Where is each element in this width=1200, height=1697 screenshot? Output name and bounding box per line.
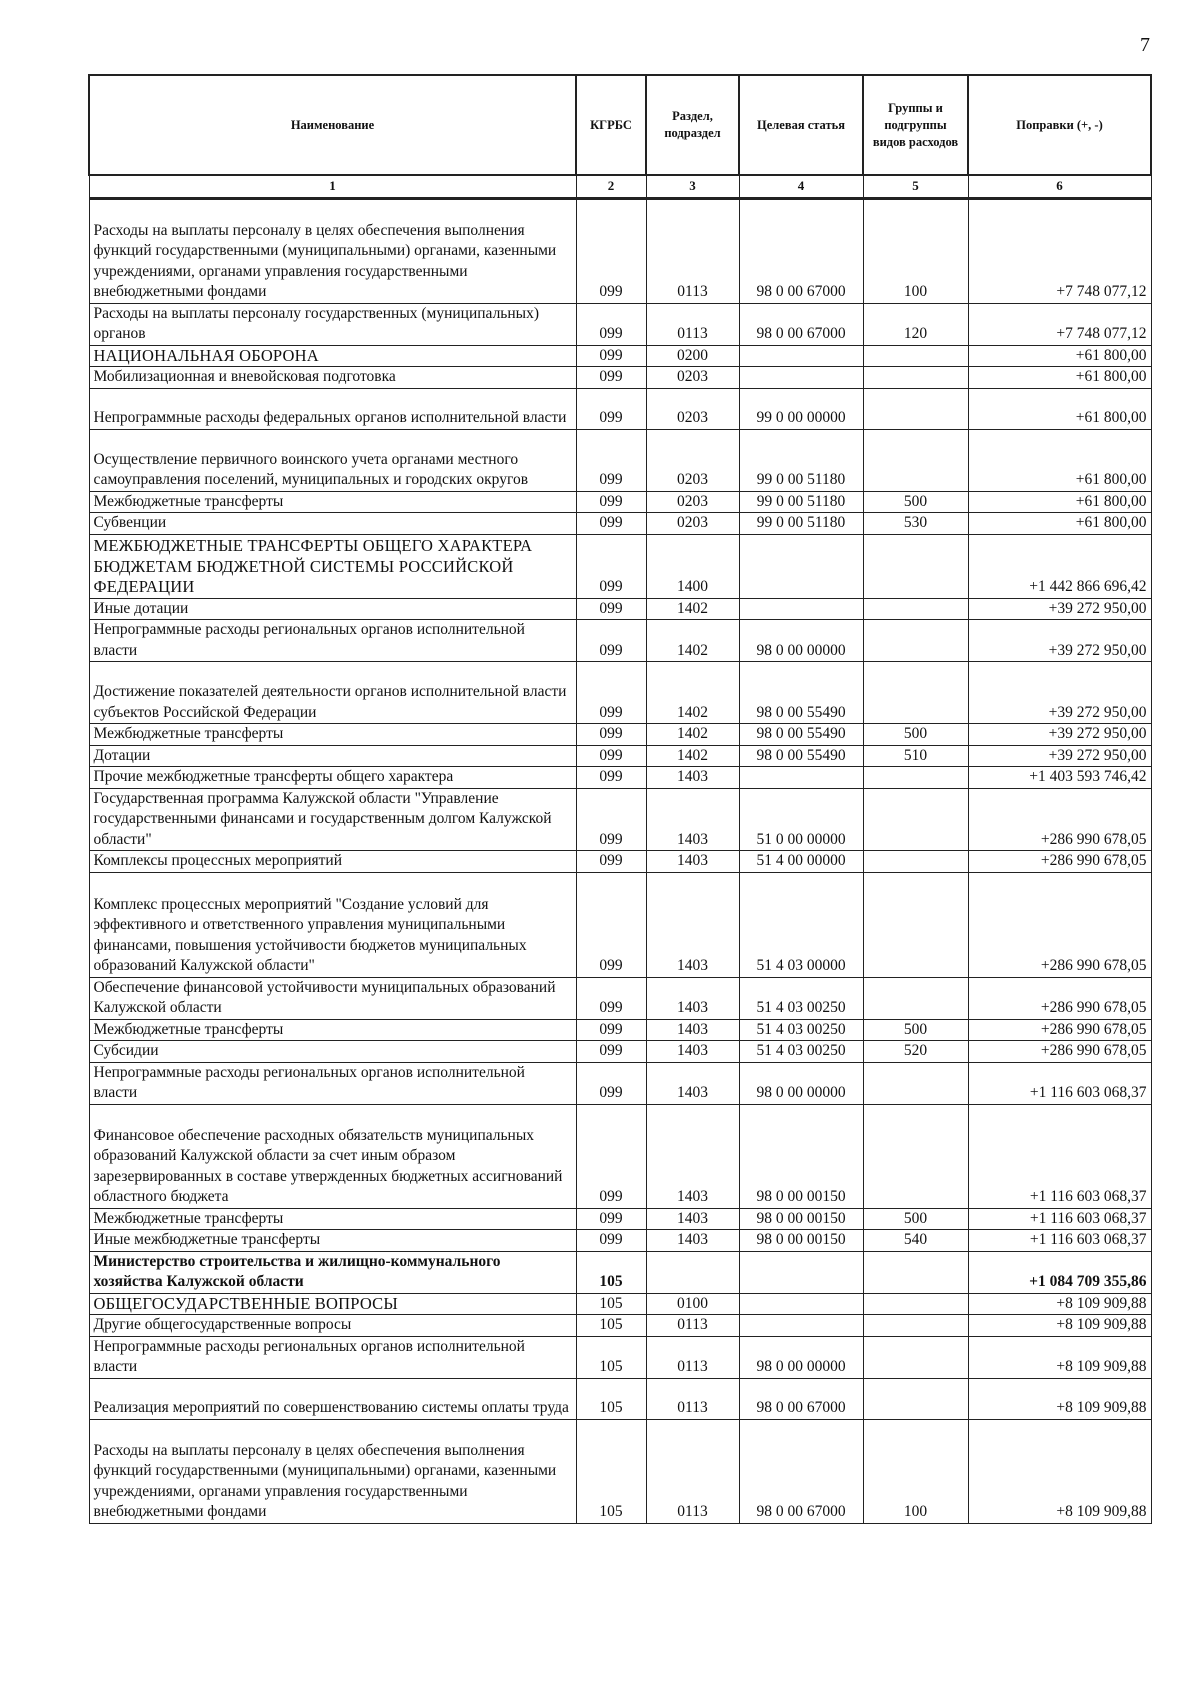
row-amount: +39 272 950,00 bbox=[968, 620, 1151, 662]
table-row bbox=[89, 788, 1151, 851]
row-amount: +61 800,00 bbox=[968, 513, 1151, 535]
row-celevaya: 98 0 00 00150 bbox=[739, 1230, 863, 1252]
table-row bbox=[89, 1336, 1151, 1378]
table-row bbox=[89, 534, 1151, 598]
table-row bbox=[89, 598, 1151, 620]
row-gruppa: 530 bbox=[863, 513, 968, 535]
row-celevaya: 98 0 00 00150 bbox=[739, 1104, 863, 1208]
row-gruppa: 500 bbox=[863, 1019, 968, 1041]
row-gruppa bbox=[863, 1251, 968, 1293]
row-kgrbs: 099 bbox=[576, 977, 646, 1019]
table-row bbox=[89, 662, 1151, 724]
row-name: Межбюджетные трансферты bbox=[89, 1208, 576, 1230]
row-amount: +61 800,00 bbox=[968, 388, 1151, 429]
row-kgrbs: 105 bbox=[576, 1336, 646, 1378]
row-kgrbs: 099 bbox=[576, 1041, 646, 1063]
row-name: Государственная программа Калужской области "Управление государственными финансами и государственным долгом Калужской области" bbox=[89, 788, 576, 851]
table-row bbox=[89, 1041, 1151, 1063]
row-celevaya bbox=[739, 767, 863, 789]
row-kgrbs: 099 bbox=[576, 388, 646, 429]
row-gruppa bbox=[863, 872, 968, 977]
row-razdel: 1402 bbox=[646, 662, 739, 724]
row-celevaya: 98 0 00 00000 bbox=[739, 1336, 863, 1378]
row-name: Реализация мероприятий по совершенствованию системы оплаты труда bbox=[89, 1378, 576, 1419]
row-razdel: 1403 bbox=[646, 1019, 739, 1041]
row-amount: +1 442 866 696,42 bbox=[968, 534, 1151, 598]
row-name: Комплекс процессных мероприятий "Создание условий для эффективного и ответственного управления муниципальными финансами, повышения устойчивости бюджетов муниципальных образований Калужской области" bbox=[89, 872, 576, 977]
row-amount: +8 109 909,88 bbox=[968, 1378, 1151, 1419]
row-name: НАЦИОНАЛЬНАЯ ОБОРОНА bbox=[89, 345, 576, 367]
row-gruppa bbox=[863, 1336, 968, 1378]
row-kgrbs: 105 bbox=[576, 1419, 646, 1523]
table-row bbox=[89, 1419, 1151, 1523]
row-amount: +39 272 950,00 bbox=[968, 662, 1151, 724]
row-celevaya: 99 0 00 51180 bbox=[739, 513, 863, 535]
row-name: Дотации bbox=[89, 745, 576, 767]
row-amount: +61 800,00 bbox=[968, 367, 1151, 389]
table-row bbox=[89, 1019, 1151, 1041]
row-amount: +286 990 678,05 bbox=[968, 788, 1151, 851]
row-gruppa bbox=[863, 977, 968, 1019]
row-celevaya: 51 4 03 00250 bbox=[739, 977, 863, 1019]
row-kgrbs: 105 bbox=[576, 1315, 646, 1337]
row-kgrbs: 105 bbox=[576, 1293, 646, 1315]
row-name: Осуществление первичного воинского учета органами местного самоуправления поселений, муниципальных и городских округов bbox=[89, 429, 576, 491]
row-razdel: 1403 bbox=[646, 788, 739, 851]
row-amount: +7 748 077,12 bbox=[968, 198, 1151, 303]
row-razdel: 1402 bbox=[646, 620, 739, 662]
row-name: Иные межбюджетные трансферты bbox=[89, 1230, 576, 1252]
row-razdel: 0113 bbox=[646, 1315, 739, 1337]
row-kgrbs: 099 bbox=[576, 1230, 646, 1252]
row-celevaya: 99 0 00 51180 bbox=[739, 429, 863, 491]
row-razdel: 1403 bbox=[646, 1104, 739, 1208]
row-kgrbs: 099 bbox=[576, 534, 646, 598]
row-razdel: 0113 bbox=[646, 198, 739, 303]
table-row bbox=[89, 724, 1151, 746]
row-gruppa: 120 bbox=[863, 303, 968, 345]
row-razdel: 0113 bbox=[646, 303, 739, 345]
row-name: Непрограммные расходы региональных органов исполнительной власти bbox=[89, 1336, 576, 1378]
row-name: Субсидии bbox=[89, 1041, 576, 1063]
row-amount: +286 990 678,05 bbox=[968, 872, 1151, 977]
row-amount: +286 990 678,05 bbox=[968, 851, 1151, 873]
row-kgrbs: 099 bbox=[576, 1062, 646, 1104]
row-razdel: 0203 bbox=[646, 367, 739, 389]
row-razdel: 1403 bbox=[646, 851, 739, 873]
row-name: Прочие межбюджетные трансферты общего характера bbox=[89, 767, 576, 789]
row-gruppa: 510 bbox=[863, 745, 968, 767]
row-amount: +1 116 603 068,37 bbox=[968, 1208, 1151, 1230]
row-gruppa bbox=[863, 767, 968, 789]
row-kgrbs: 099 bbox=[576, 767, 646, 789]
row-kgrbs: 099 bbox=[576, 491, 646, 513]
row-celevaya: 51 4 03 00250 bbox=[739, 1019, 863, 1041]
table-row bbox=[89, 491, 1151, 513]
row-kgrbs: 099 bbox=[576, 788, 646, 851]
column-number: 2 bbox=[576, 175, 646, 198]
row-amount: +1 403 593 746,42 bbox=[968, 767, 1151, 789]
row-kgrbs: 099 bbox=[576, 345, 646, 367]
row-gruppa bbox=[863, 429, 968, 491]
row-name: Расходы на выплаты персоналу в целях обеспечения выполнения функций государственными (муниципальными) органами, казенными учреждениями, органами управления государственными внебюджетными фондами bbox=[89, 198, 576, 303]
row-gruppa bbox=[863, 788, 968, 851]
row-name: Непрограммные расходы региональных органов исполнительной власти bbox=[89, 620, 576, 662]
column-number: 3 bbox=[646, 175, 739, 198]
row-amount: +7 748 077,12 bbox=[968, 303, 1151, 345]
row-kgrbs: 099 bbox=[576, 745, 646, 767]
row-name: Межбюджетные трансферты bbox=[89, 491, 576, 513]
row-kgrbs: 099 bbox=[576, 1208, 646, 1230]
row-gruppa: 100 bbox=[863, 1419, 968, 1523]
row-gruppa: 100 bbox=[863, 198, 968, 303]
row-amount: +286 990 678,05 bbox=[968, 977, 1151, 1019]
row-razdel: 1403 bbox=[646, 1041, 739, 1063]
row-gruppa bbox=[863, 851, 968, 873]
row-celevaya bbox=[739, 345, 863, 367]
column-number: 6 bbox=[968, 175, 1151, 198]
row-gruppa bbox=[863, 1104, 968, 1208]
row-celevaya: 51 4 03 00250 bbox=[739, 1041, 863, 1063]
row-amount: +61 800,00 bbox=[968, 429, 1151, 491]
table-row bbox=[89, 1208, 1151, 1230]
row-celevaya: 99 0 00 51180 bbox=[739, 491, 863, 513]
column-number: 1 bbox=[89, 175, 576, 198]
row-celevaya: 51 4 00 00000 bbox=[739, 851, 863, 873]
header-razdel: Раздел, подраздел bbox=[646, 75, 739, 175]
row-razdel: 1403 bbox=[646, 1230, 739, 1252]
row-amount: +39 272 950,00 bbox=[968, 724, 1151, 746]
table-row bbox=[89, 851, 1151, 873]
row-kgrbs: 099 bbox=[576, 724, 646, 746]
header-popravki: Поправки (+, -) bbox=[968, 75, 1151, 175]
row-kgrbs: 099 bbox=[576, 429, 646, 491]
row-gruppa bbox=[863, 598, 968, 620]
row-name: Мобилизационная и вневойсковая подготовка bbox=[89, 367, 576, 389]
table-row bbox=[89, 977, 1151, 1019]
row-amount: +8 109 909,88 bbox=[968, 1336, 1151, 1378]
row-name: Иные дотации bbox=[89, 598, 576, 620]
page-number: 7 bbox=[1140, 34, 1150, 56]
row-kgrbs: 099 bbox=[576, 198, 646, 303]
row-name: ОБЩЕГОСУДАРСТВЕННЫЕ ВОПРОСЫ bbox=[89, 1293, 576, 1315]
table-row bbox=[89, 620, 1151, 662]
row-gruppa: 500 bbox=[863, 724, 968, 746]
row-razdel: 1403 bbox=[646, 872, 739, 977]
row-celevaya: 98 0 00 00000 bbox=[739, 620, 863, 662]
row-name: Межбюджетные трансферты bbox=[89, 1019, 576, 1041]
row-celevaya bbox=[739, 1251, 863, 1293]
table-row bbox=[89, 1251, 1151, 1293]
row-name: Межбюджетные трансферты bbox=[89, 724, 576, 746]
row-kgrbs: 099 bbox=[576, 367, 646, 389]
row-razdel: 1403 bbox=[646, 977, 739, 1019]
table-row bbox=[89, 1230, 1151, 1252]
row-amount: +1 116 603 068,37 bbox=[968, 1104, 1151, 1208]
row-razdel: 0113 bbox=[646, 1419, 739, 1523]
row-kgrbs: 099 bbox=[576, 1019, 646, 1041]
row-kgrbs: 099 bbox=[576, 620, 646, 662]
row-gruppa bbox=[863, 1378, 968, 1419]
table-row bbox=[89, 429, 1151, 491]
row-celevaya: 99 0 00 00000 bbox=[739, 388, 863, 429]
row-razdel: 0203 bbox=[646, 429, 739, 491]
row-celevaya: 51 0 00 00000 bbox=[739, 788, 863, 851]
header-celevaya: Целевая статья bbox=[739, 75, 863, 175]
row-celevaya bbox=[739, 1315, 863, 1337]
row-celevaya bbox=[739, 598, 863, 620]
row-kgrbs: 099 bbox=[576, 598, 646, 620]
row-razdel: 1403 bbox=[646, 1208, 739, 1230]
row-kgrbs: 105 bbox=[576, 1378, 646, 1419]
row-celevaya: 98 0 00 55490 bbox=[739, 745, 863, 767]
row-celevaya: 98 0 00 00150 bbox=[739, 1208, 863, 1230]
table-row bbox=[89, 1378, 1151, 1419]
row-celevaya: 98 0 00 67000 bbox=[739, 1419, 863, 1523]
row-kgrbs: 105 bbox=[576, 1251, 646, 1293]
row-amount: +8 109 909,88 bbox=[968, 1315, 1151, 1337]
table-row bbox=[89, 1315, 1151, 1337]
row-gruppa: 500 bbox=[863, 491, 968, 513]
row-gruppa bbox=[863, 1293, 968, 1315]
row-amount: +286 990 678,05 bbox=[968, 1041, 1151, 1063]
row-kgrbs: 099 bbox=[576, 662, 646, 724]
row-gruppa: 540 bbox=[863, 1230, 968, 1252]
row-gruppa bbox=[863, 662, 968, 724]
table-row bbox=[89, 745, 1151, 767]
row-celevaya: 51 4 03 00000 bbox=[739, 872, 863, 977]
row-celevaya: 98 0 00 55490 bbox=[739, 662, 863, 724]
row-gruppa bbox=[863, 1315, 968, 1337]
row-amount: +1 084 709 355,86 bbox=[968, 1251, 1151, 1293]
row-razdel bbox=[646, 1251, 739, 1293]
table-row bbox=[89, 513, 1151, 535]
header-name: Наименование bbox=[89, 75, 576, 175]
row-razdel: 0100 bbox=[646, 1293, 739, 1315]
row-amount: +39 272 950,00 bbox=[968, 598, 1151, 620]
row-gruppa bbox=[863, 367, 968, 389]
row-name: Министерство строительства и жилищно-коммунального хозяйства Калужской области bbox=[89, 1251, 576, 1293]
row-celevaya bbox=[739, 534, 863, 598]
row-razdel: 1402 bbox=[646, 724, 739, 746]
row-name: МЕЖБЮДЖЕТНЫЕ ТРАНСФЕРТЫ ОБЩЕГО ХАРАКТЕРА БЮДЖЕТАМ БЮДЖЕТНОЙ СИСТЕМЫ РОССИЙСКОЙ ФЕДЕРАЦИИ bbox=[89, 534, 576, 598]
table-row bbox=[89, 303, 1151, 345]
table-row bbox=[89, 767, 1151, 789]
row-celevaya: 98 0 00 67000 bbox=[739, 303, 863, 345]
row-name: Финансовое обеспечение расходных обязательств муниципальных образований Калужской области за счет иным образом зарезервированных в составе утвержденных бюджетных ассигнований областного бюджета bbox=[89, 1104, 576, 1208]
row-gruppa bbox=[863, 388, 968, 429]
budget-amendments-table bbox=[88, 74, 1152, 1524]
row-name: Достижение показателей деятельности органов исполнительной власти субъектов Российской Федерации bbox=[89, 662, 576, 724]
header-kgrbs: КГРБС bbox=[576, 75, 646, 175]
column-number: 4 bbox=[739, 175, 863, 198]
row-celevaya: 98 0 00 00000 bbox=[739, 1062, 863, 1104]
row-razdel: 0203 bbox=[646, 513, 739, 535]
row-amount: +1 116 603 068,37 bbox=[968, 1062, 1151, 1104]
row-celevaya: 98 0 00 55490 bbox=[739, 724, 863, 746]
header-gruppy: Группы и подгруппы видов расходов bbox=[863, 75, 968, 175]
row-celevaya bbox=[739, 1293, 863, 1315]
column-number: 5 bbox=[863, 175, 968, 198]
row-kgrbs: 099 bbox=[576, 851, 646, 873]
row-razdel: 0200 bbox=[646, 345, 739, 367]
row-razdel: 0113 bbox=[646, 1378, 739, 1419]
row-name: Комплексы процессных мероприятий bbox=[89, 851, 576, 873]
row-name: Расходы на выплаты персоналу в целях обеспечения выполнения функций государственными (муниципальными) органами, казенными учреждениями, органами управления государственными внебюджетными фондами bbox=[89, 1419, 576, 1523]
row-amount: +8 109 909,88 bbox=[968, 1419, 1151, 1523]
row-kgrbs: 099 bbox=[576, 303, 646, 345]
table-row bbox=[89, 388, 1151, 429]
table-row bbox=[89, 367, 1151, 389]
row-gruppa bbox=[863, 1062, 968, 1104]
row-amount: +61 800,00 bbox=[968, 345, 1151, 367]
row-gruppa bbox=[863, 345, 968, 367]
row-gruppa bbox=[863, 534, 968, 598]
row-amount: +286 990 678,05 bbox=[968, 1019, 1151, 1041]
row-name: Непрограммные расходы федеральных органов исполнительной власти bbox=[89, 388, 576, 429]
row-razdel: 1402 bbox=[646, 598, 739, 620]
row-razdel: 1400 bbox=[646, 534, 739, 598]
row-razdel: 1402 bbox=[646, 745, 739, 767]
row-gruppa: 500 bbox=[863, 1208, 968, 1230]
row-kgrbs: 099 bbox=[576, 1104, 646, 1208]
row-razdel: 1403 bbox=[646, 1062, 739, 1104]
row-amount: +39 272 950,00 bbox=[968, 745, 1151, 767]
table-row bbox=[89, 1062, 1151, 1104]
column-numbers-row bbox=[89, 175, 1151, 198]
row-name: Расходы на выплаты персоналу государственных (муниципальных) органов bbox=[89, 303, 576, 345]
row-celevaya: 98 0 00 67000 bbox=[739, 198, 863, 303]
row-name: Обеспечение финансовой устойчивости муниципальных образований Калужской области bbox=[89, 977, 576, 1019]
row-kgrbs: 099 bbox=[576, 872, 646, 977]
row-razdel: 0203 bbox=[646, 388, 739, 429]
table-row bbox=[89, 345, 1151, 367]
table-row bbox=[89, 1293, 1151, 1315]
table-row bbox=[89, 1104, 1151, 1208]
row-razdel: 0203 bbox=[646, 491, 739, 513]
table-header-row bbox=[89, 75, 1151, 175]
row-amount: +61 800,00 bbox=[968, 491, 1151, 513]
row-gruppa bbox=[863, 620, 968, 662]
row-razdel: 1403 bbox=[646, 767, 739, 789]
row-name: Непрограммные расходы региональных органов исполнительной власти bbox=[89, 1062, 576, 1104]
row-kgrbs: 099 bbox=[576, 513, 646, 535]
row-amount: +8 109 909,88 bbox=[968, 1293, 1151, 1315]
row-gruppa: 520 bbox=[863, 1041, 968, 1063]
row-name: Другие общегосударственные вопросы bbox=[89, 1315, 576, 1337]
row-name: Субвенции bbox=[89, 513, 576, 535]
row-celevaya bbox=[739, 367, 863, 389]
table-row bbox=[89, 198, 1151, 303]
row-amount: +1 116 603 068,37 bbox=[968, 1230, 1151, 1252]
row-celevaya: 98 0 00 67000 bbox=[739, 1378, 863, 1419]
table-row bbox=[89, 872, 1151, 977]
row-razdel: 0113 bbox=[646, 1336, 739, 1378]
